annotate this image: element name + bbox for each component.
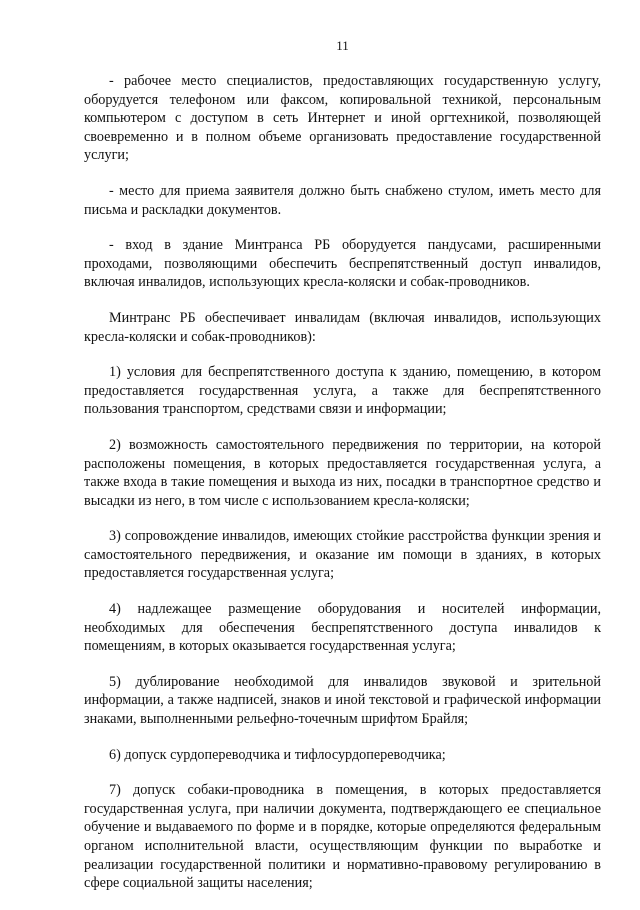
list-item-6: 6) допуск сурдопереводчика и тифлосурдопереводчика; <box>109 746 446 763</box>
list-item-4: 4) надлежащее размещение оборудования и носителей информации, необходимых для обеспечения беспрепятственного доступа инвалидов к помещениям, в которых оказывается государственная услуга; <box>84 601 601 655</box>
paragraph-applicant-seat: - место для приема заявителя должно быть снабжено стулом, иметь место для письма и раскладки документов. <box>84 182 601 218</box>
document-page <box>84 38 601 910</box>
list-item-3: 3) сопровождение инвалидов, имеющих стойкие расстройства функции зрения и самостоятельного передвижения, и оказание им помощи в зданиях, в которых предоставляется государственная услуга; <box>84 528 601 582</box>
paragraph-building-entrance: - вход в здание Минтранса РБ оборудуется пандусами, расширенными проходами, позволяющими обеспечить беспрепятственный доступ инвалидов, включая инвалидов, использующих кресла-коляски и собак-проводников. <box>84 237 601 291</box>
list-item-1: 1) условия для беспрепятственного доступа к зданию, помещению, в котором предоставляется государственная услуга, а также для беспрепятственного пользования транспортом, средствами связи и информации; <box>84 364 601 418</box>
list-item-7: 7) допуск собаки-проводника в помещения, в которых предоставляется государственная услуга, при наличии документа, подтверждающего ее специальное обучение и выдаваемого по форме и в порядке, которые определяются федеральным органом исполнительной власти, осуществляющим функции по выработке и реализации государственной политики и нормативно-правовому регулированию в сфере социальной защиты населения; <box>84 782 601 892</box>
paragraph-workplace-equipment: - рабочее место специалистов, предоставляющих государственную услугу, оборудуется телефоном или факсом, копировальной техникой, персональным компьютером с доступом в сеть Интернет и иной оргтехникой, позволяющей своевременно и в полном объеме организовать предоставление государственной услуги; <box>84 73 601 164</box>
list-item-5: 5) дублирование необходимой для инвалидов звуковой и зрительной информации, а также надписей, знаков и иной текстовой и графической информации знаками, выполненными рельефно-точечным шрифтом Брайля; <box>84 673 601 728</box>
list-item-2: 2) возможность самостоятельного передвижения по территории, на которой расположены помещения, в которых предоставляется государственная услуга, а также входа в такие помещения и выхода из них, посадки в транспортное средство и высадки из него, в том числе с использованием кресла-коляски; <box>84 436 601 509</box>
paragraph-accessibility-intro: Минтранс РБ обеспечивает инвалидам (включая инвалидов, использующих кресла-коляски и собак-проводников): <box>84 309 601 345</box>
page-number: 11 <box>336 38 349 53</box>
